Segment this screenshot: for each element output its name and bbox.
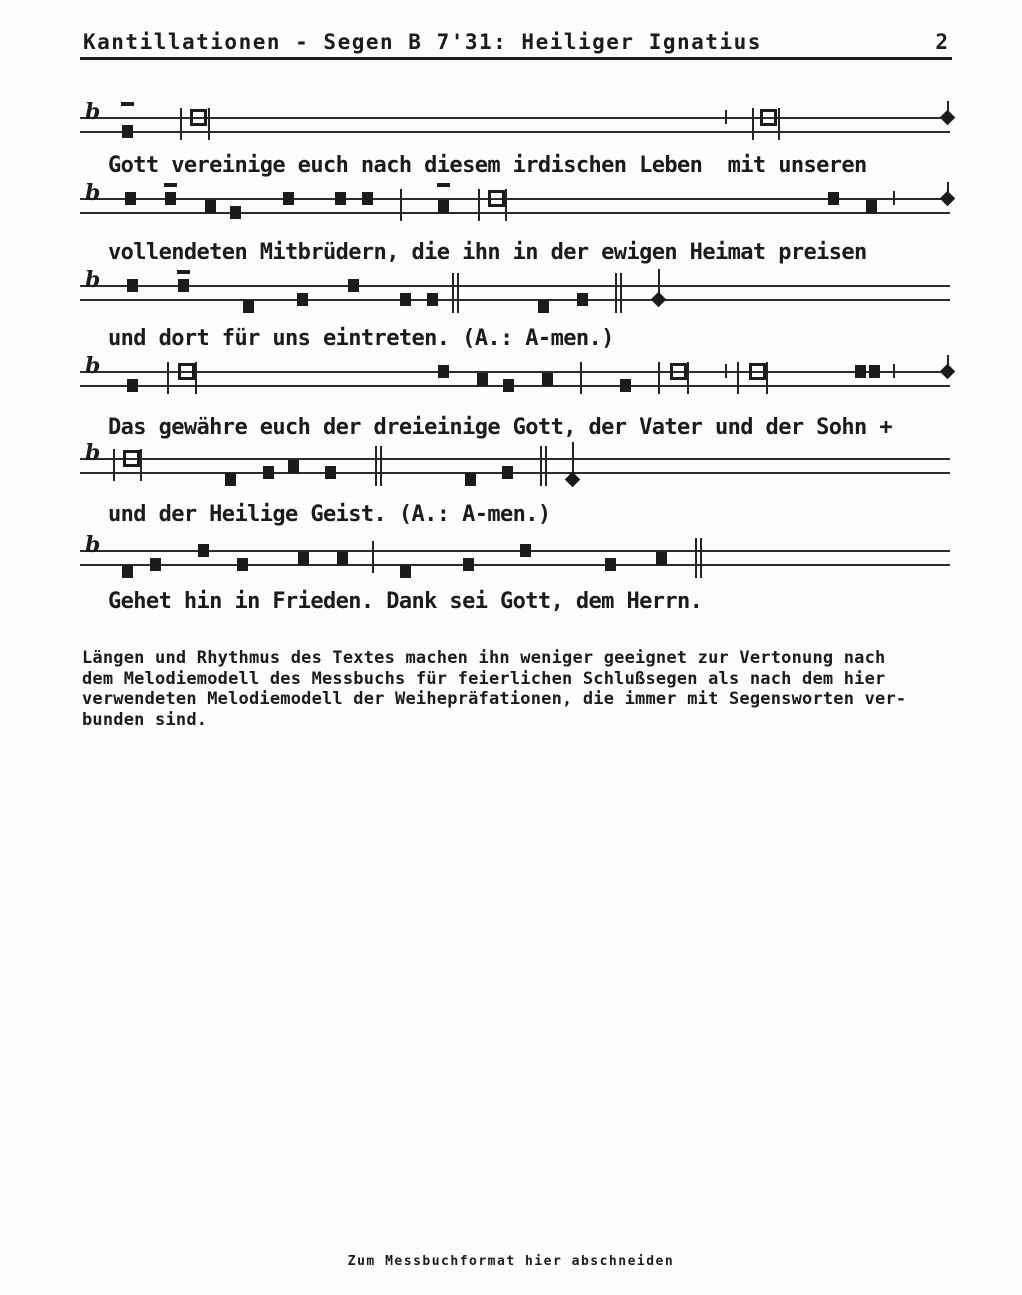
note-square xyxy=(263,466,274,479)
barline xyxy=(778,108,780,140)
barline xyxy=(478,189,480,221)
note-square xyxy=(362,192,373,205)
staff-line-bottom xyxy=(80,472,950,474)
staff-line-bottom xyxy=(80,385,950,387)
barline xyxy=(400,189,402,221)
lyric-line: Das gewähre euch der dreieinige Gott, der Vater und der Sohn + xyxy=(108,415,892,440)
note-square xyxy=(400,293,411,306)
tick-mark xyxy=(893,191,895,205)
note-square xyxy=(165,192,176,205)
commentary-line: Längen und Rhythmus des Textes machen ihn weniger geeignet zur Vertonung nach xyxy=(82,648,886,668)
episema-mark xyxy=(177,270,190,274)
staff xyxy=(80,530,950,586)
staff-line-top xyxy=(80,371,950,373)
note-square xyxy=(656,552,667,565)
staff-line-top xyxy=(80,285,950,287)
hollow-note xyxy=(123,450,140,467)
barline xyxy=(180,108,182,140)
note-square xyxy=(503,379,514,392)
note-square xyxy=(620,379,631,392)
note-square xyxy=(463,558,474,571)
commentary-line: bunden sind. xyxy=(82,709,208,730)
tick-mark xyxy=(893,364,895,378)
staff-line-top xyxy=(80,550,950,552)
diamond-note xyxy=(940,191,956,207)
staff xyxy=(80,351,950,407)
note-square xyxy=(337,552,348,565)
note-square xyxy=(127,279,138,292)
double-barline xyxy=(452,273,459,313)
note-square xyxy=(178,279,189,292)
page-title: Kantillationen - Segen B 7'31: Heiliger Ignatius xyxy=(83,30,762,54)
note-square xyxy=(348,279,359,292)
staff-line-top xyxy=(80,458,950,460)
hollow-note xyxy=(488,190,505,207)
hollow-note xyxy=(178,363,195,380)
note-square xyxy=(866,200,877,213)
barline xyxy=(113,449,115,481)
barline xyxy=(195,362,197,394)
episema-mark xyxy=(121,102,134,106)
barline xyxy=(167,362,169,394)
note-square xyxy=(150,558,161,571)
barline xyxy=(372,541,374,573)
double-barline xyxy=(615,273,622,313)
diamond-note xyxy=(565,472,581,488)
note-square xyxy=(828,192,839,205)
flat-sign: b xyxy=(85,99,101,125)
episema-mark xyxy=(164,183,177,187)
lyric-line: Gehet hin in Frieden. Dank sei Gott, dem Herrn. xyxy=(108,589,703,614)
staff-line-bottom xyxy=(80,131,950,133)
note-square xyxy=(577,293,588,306)
cut-instruction: Zum Messbuchformat hier abschneiden xyxy=(347,1254,675,1269)
commentary-line: dem Melodiemodell des Messbuchs für feierlichen Schlußsegen als nach dem hier xyxy=(82,668,886,689)
note-square xyxy=(542,373,553,386)
note-square xyxy=(225,473,236,486)
lyric-line: Gott vereinige euch nach diesem irdischen Leben mit unseren xyxy=(108,153,867,178)
lyric-line: vollendeten Mitbrüdern, die ihn in der ewigen Heimat preisen xyxy=(108,240,867,265)
staff-line-top xyxy=(80,117,950,119)
note-square xyxy=(288,460,299,473)
note-square xyxy=(400,565,411,578)
note-square xyxy=(127,379,138,392)
hollow-note xyxy=(190,109,207,126)
double-barline xyxy=(375,446,382,486)
note-square xyxy=(438,200,449,213)
double-barline xyxy=(540,446,547,486)
page-number: 2 xyxy=(935,30,948,54)
barline xyxy=(140,449,142,481)
diamond-note xyxy=(940,110,956,126)
note-square xyxy=(205,200,216,213)
barline xyxy=(687,362,689,394)
staff xyxy=(80,97,950,153)
note-square xyxy=(465,473,476,486)
staff-line-bottom xyxy=(80,564,950,566)
commentary-line: verwendeten Melodiemodell der Weihepräfationen, die immer mit Segensworten ver- xyxy=(82,689,907,709)
note-square xyxy=(438,365,449,378)
note-square xyxy=(502,466,513,479)
flat-sign: b xyxy=(85,267,101,293)
note-square xyxy=(283,192,294,205)
diamond-note xyxy=(651,292,667,308)
episema-mark xyxy=(437,183,450,187)
barline xyxy=(505,189,507,221)
hollow-note xyxy=(749,363,766,380)
note-square xyxy=(427,293,438,306)
double-barline xyxy=(695,538,702,578)
lyric-line: und der Heilige Geist. (A.: A-men.) xyxy=(108,502,551,527)
note-square xyxy=(869,365,880,378)
lyric-line: und dort für uns eintreten. (A.: A-men.) xyxy=(108,326,614,351)
note-square xyxy=(122,125,133,138)
note-square xyxy=(125,192,136,205)
flat-sign: b xyxy=(85,440,101,466)
staff xyxy=(80,265,950,321)
barline xyxy=(580,362,582,394)
note-square xyxy=(855,365,866,378)
barline xyxy=(752,108,754,140)
flat-sign: b xyxy=(85,353,101,379)
barline xyxy=(737,362,739,394)
tick-mark xyxy=(725,364,727,378)
note-square xyxy=(538,300,549,313)
commentary-paragraph xyxy=(82,648,942,730)
staff xyxy=(80,178,950,234)
note-square xyxy=(605,558,616,571)
note-square xyxy=(243,300,254,313)
header-rule xyxy=(80,57,952,60)
tick-mark xyxy=(725,110,727,124)
note-square xyxy=(520,544,531,557)
barline xyxy=(208,108,210,140)
note-square xyxy=(335,192,346,205)
note-square xyxy=(237,558,248,571)
flat-sign: b xyxy=(85,180,101,206)
barline xyxy=(658,362,660,394)
staff-line-bottom xyxy=(80,299,950,301)
staff xyxy=(80,438,950,494)
barline xyxy=(766,362,768,394)
hollow-note xyxy=(670,363,687,380)
note-square xyxy=(477,373,488,386)
note-square xyxy=(325,466,336,479)
note-square xyxy=(230,206,241,219)
note-square xyxy=(298,552,309,565)
diamond-note xyxy=(940,364,956,380)
note-square xyxy=(198,544,209,557)
hollow-note xyxy=(760,109,777,126)
note-square xyxy=(122,565,133,578)
flat-sign: b xyxy=(85,532,101,558)
note-square xyxy=(297,293,308,306)
